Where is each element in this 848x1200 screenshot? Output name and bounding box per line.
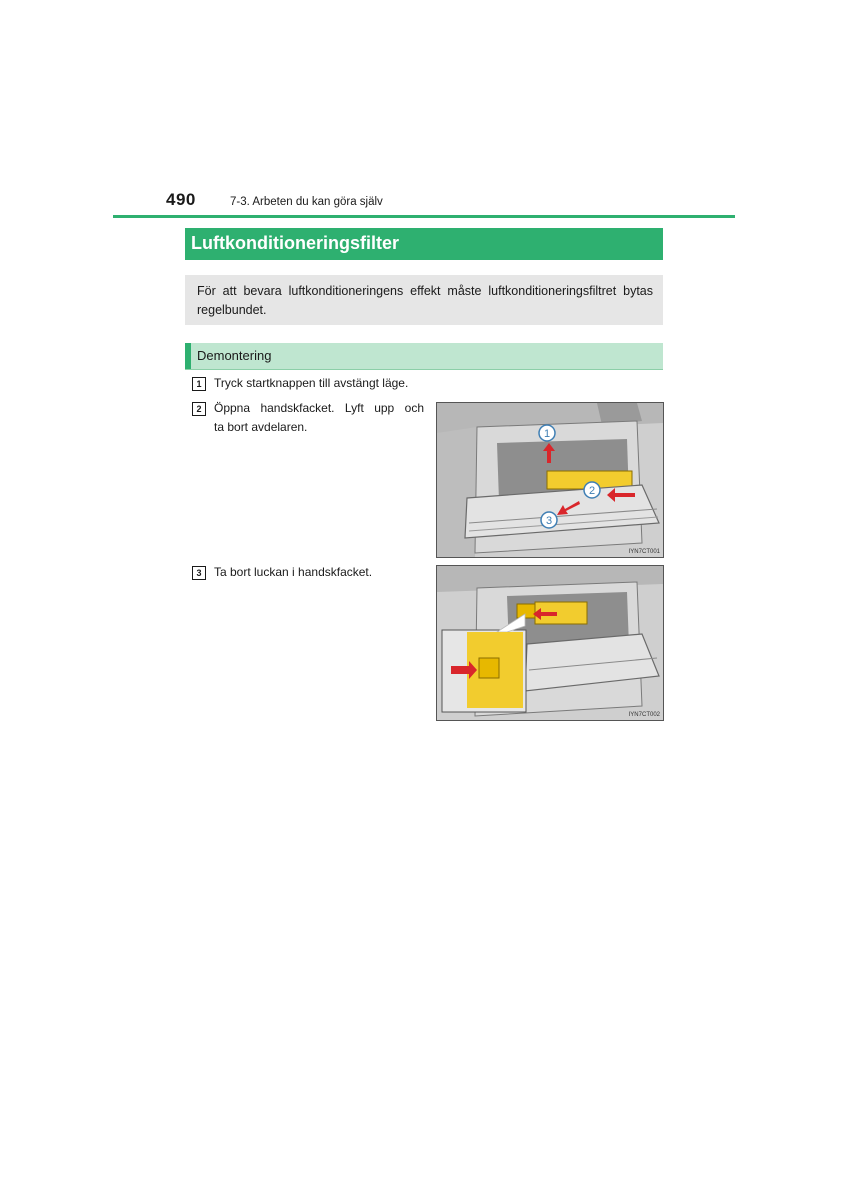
callout-2: 2 <box>588 485 596 497</box>
chapter-title: 7-3. Arbeten du kan göra själv <box>230 196 383 208</box>
figure-code-1: IYN7CT001 <box>628 549 660 555</box>
section-title: Luftkonditioneringsfilter <box>191 233 399 253</box>
glovebox-open-drawing <box>437 403 663 557</box>
intro-text: För att bevara luftkonditioneringens effekt måste luftkonditioneringsfiltret bytas regelbundet. <box>197 284 653 317</box>
glovebox-illustration-1 <box>436 402 664 558</box>
step-text-2 <box>214 399 424 437</box>
step-text-3: Ta bort luckan i handskfacket. <box>214 565 373 579</box>
section-title-bar <box>185 228 663 260</box>
subsection-bar <box>185 343 663 370</box>
callout-1: 1 <box>543 428 551 440</box>
step-text-2-line2: ta bort avdelaren. <box>214 420 308 434</box>
subsection-accent <box>185 343 191 369</box>
callout-3: 3 <box>545 515 553 527</box>
step-text-2-line1: Öppna handskfacket. Lyft upp och <box>214 401 424 415</box>
step-number-2: 2 <box>192 402 206 416</box>
glovebox-cover-drawing <box>437 566 663 720</box>
header-divider <box>113 215 735 218</box>
page-number: 490 <box>166 190 196 209</box>
step-text-1: Tryck startknappen till avstängt läge. <box>214 376 409 390</box>
intro-box <box>185 275 663 325</box>
subsection-title: Demontering <box>197 348 272 363</box>
step-number-3: 3 <box>192 566 206 580</box>
step-number-1: 1 <box>192 377 206 391</box>
glovebox-illustration-2 <box>436 565 664 721</box>
figure-code-2: IYN7CT002 <box>628 712 660 718</box>
